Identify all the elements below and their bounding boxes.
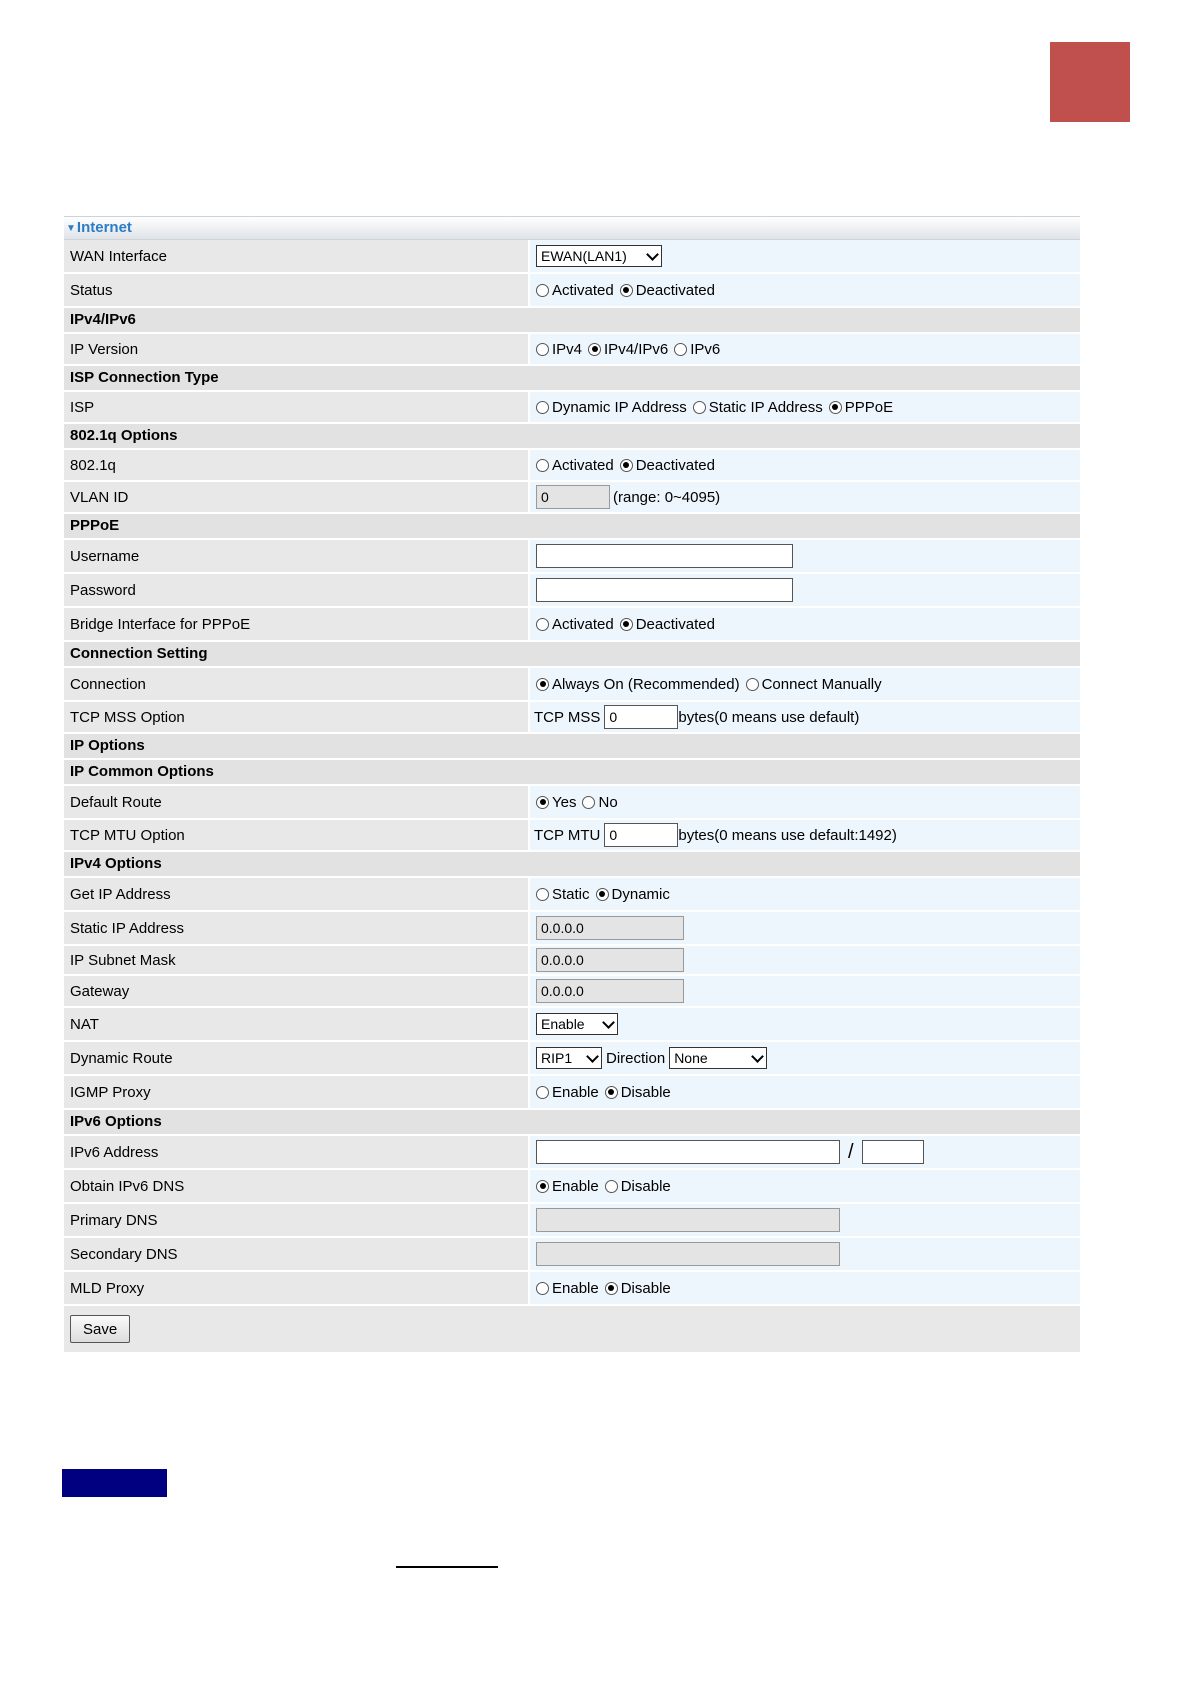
option-label: Activated <box>552 615 614 633</box>
mld-enable-option[interactable] <box>536 1280 599 1297</box>
dynamic-ip-option[interactable] <box>536 399 687 416</box>
status-activated-option[interactable] <box>536 282 614 299</box>
internet-panel <box>64 216 1080 1352</box>
tcp-mtu-label: TCP MTU Option <box>64 820 528 850</box>
option-label: Enable <box>552 1279 599 1297</box>
status-deactivated-option[interactable] <box>620 282 715 299</box>
radio-icon[interactable] <box>693 401 706 414</box>
option-label: IPv4 <box>552 340 583 358</box>
radio-selected-icon[interactable] <box>620 459 633 472</box>
radio-selected-icon[interactable] <box>536 678 549 691</box>
row-username <box>64 540 1080 574</box>
radio-icon[interactable] <box>536 459 549 472</box>
row-8021q <box>64 450 1080 482</box>
row-subnet-mask <box>64 946 1080 976</box>
tcp-mtu-prefix: TCP MTU <box>534 826 601 844</box>
option-label: Disable <box>620 1177 671 1195</box>
row-gateway <box>64 976 1080 1008</box>
option-label: Deactivated <box>635 615 715 633</box>
section-ip-common-options: IP Common Options <box>64 760 1080 786</box>
static-ip-label: Static IP Address <box>64 912 528 944</box>
row-tcp-mss <box>64 702 1080 734</box>
option-label: Enable <box>552 1083 599 1101</box>
row-primary-dns <box>64 1204 1080 1238</box>
row-mld-proxy <box>64 1272 1080 1306</box>
radio-selected-icon[interactable] <box>605 1282 618 1295</box>
radio-icon[interactable] <box>674 343 687 356</box>
radio-icon[interactable] <box>536 1282 549 1295</box>
secondary-dns-input[interactable] <box>536 1242 840 1266</box>
section-ipv6-options: IPv6 Options <box>64 1110 1080 1136</box>
section-ipv4-ipv6: IPv4/IPv6 <box>64 308 1080 334</box>
radio-selected-icon[interactable] <box>536 1180 549 1193</box>
bridge-deactivated-option[interactable] <box>620 616 715 633</box>
row-connection <box>64 668 1080 702</box>
direction-select[interactable] <box>669 1047 767 1069</box>
row-get-ip-address <box>64 878 1080 912</box>
ipv6-dns-enable-option[interactable] <box>536 1178 599 1195</box>
navy-heading-bar <box>62 1469 167 1497</box>
option-label: IPv6 <box>690 340 721 358</box>
row-dynamic-route <box>64 1042 1080 1076</box>
radio-selected-icon[interactable] <box>620 618 633 631</box>
nat-label: NAT <box>64 1008 528 1040</box>
primary-dns-label: Primary DNS <box>64 1204 528 1236</box>
collapse-triangle-icon[interactable]: ▼ <box>66 223 76 234</box>
dynamic-route-value: RIP1 <box>541 1050 573 1066</box>
vlan-id-input[interactable]: 0 <box>536 485 610 509</box>
ipv6-prefix-separator: / <box>848 1140 854 1163</box>
radio-icon[interactable] <box>536 888 549 901</box>
section-8021q-options: 802.1q Options <box>64 424 1080 450</box>
radio-selected-icon[interactable] <box>596 888 609 901</box>
option-label: Always On (Recommended) <box>552 675 740 693</box>
dynamic-route-select[interactable] <box>536 1047 602 1069</box>
bridge-interface-label: Bridge Interface for PPPoE <box>64 608 528 640</box>
static-ip-input[interactable]: 0.0.0.0 <box>536 916 684 940</box>
pppoe-option[interactable] <box>829 399 893 416</box>
dynamic-route-label: Dynamic Route <box>64 1042 528 1074</box>
subnet-mask-label: IP Subnet Mask <box>64 946 528 974</box>
nat-value: Enable <box>541 1016 585 1032</box>
row-nat <box>64 1008 1080 1042</box>
get-ip-static-option[interactable] <box>536 886 590 903</box>
row-bridge-interface <box>64 608 1080 642</box>
connect-manually-option[interactable] <box>746 676 882 693</box>
row-tcp-mtu <box>64 820 1080 852</box>
radio-icon[interactable] <box>536 343 549 356</box>
isp-label: ISP <box>64 392 528 422</box>
gateway-label: Gateway <box>64 976 528 1006</box>
section-ipv4-options: IPv4 Options <box>64 852 1080 878</box>
save-row <box>64 1306 1080 1352</box>
dot1q-activated-option[interactable] <box>536 457 614 474</box>
row-igmp-proxy <box>64 1076 1080 1110</box>
radio-icon[interactable] <box>536 401 549 414</box>
option-label: Activated <box>552 456 614 474</box>
row-password <box>64 574 1080 608</box>
section-ip-options: IP Options <box>64 734 1080 760</box>
option-label: Dynamic <box>611 885 670 903</box>
option-label: IPv4/IPv6 <box>604 340 669 358</box>
radio-icon[interactable] <box>746 678 759 691</box>
get-ip-label: Get IP Address <box>64 878 528 910</box>
mld-proxy-label: MLD Proxy <box>64 1272 528 1304</box>
vlan-id-hint: (range: 0~4095) <box>613 488 721 506</box>
radio-icon[interactable] <box>536 284 549 297</box>
option-label: Deactivated <box>635 281 715 299</box>
ipv6-dns-disable-option[interactable] <box>605 1178 671 1195</box>
dot1q-label: 802.1q <box>64 450 528 480</box>
option-label: Dynamic IP Address <box>552 398 687 416</box>
igmp-disable-option[interactable] <box>605 1084 671 1101</box>
tcp-mss-label: TCP MSS Option <box>64 702 528 732</box>
chevron-down-icon <box>602 1016 615 1029</box>
subnet-mask-input[interactable]: 0.0.0.0 <box>536 948 684 972</box>
always-on-option[interactable] <box>536 676 740 693</box>
mld-disable-option[interactable] <box>605 1280 671 1297</box>
gateway-input[interactable]: 0.0.0.0 <box>536 979 684 1003</box>
radio-selected-icon[interactable] <box>829 401 842 414</box>
ipv6-address-label: IPv6 Address <box>64 1136 528 1168</box>
primary-dns-input[interactable] <box>536 1208 840 1232</box>
vlan-id-label: VLAN ID <box>64 482 528 512</box>
password-input[interactable] <box>536 578 793 602</box>
username-label: Username <box>64 540 528 572</box>
row-obtain-ipv6-dns <box>64 1170 1080 1204</box>
radio-selected-icon[interactable] <box>605 1086 618 1099</box>
radio-selected-icon[interactable] <box>588 343 601 356</box>
nat-select[interactable] <box>536 1013 618 1035</box>
igmp-proxy-label: IGMP Proxy <box>64 1076 528 1108</box>
ipv6-prefix-length-input[interactable] <box>862 1140 924 1164</box>
direction-value: None <box>674 1050 708 1066</box>
igmp-enable-option[interactable] <box>536 1084 599 1101</box>
tcp-mss-input[interactable]: 0 <box>604 705 678 729</box>
option-label: Enable <box>552 1177 599 1195</box>
ipv4-option[interactable] <box>536 341 582 358</box>
option-label: Disable <box>620 1083 671 1101</box>
ipv6-option[interactable] <box>674 341 720 358</box>
password-label: Password <box>64 574 528 606</box>
row-status <box>64 274 1080 308</box>
option-label: Deactivated <box>635 456 715 474</box>
ip-version-label: IP Version <box>64 334 528 364</box>
radio-icon[interactable] <box>536 618 549 631</box>
ipv6-address-input[interactable] <box>536 1140 840 1164</box>
corner-red-block <box>1050 42 1130 122</box>
username-input[interactable] <box>536 544 793 568</box>
row-ip-version <box>64 334 1080 366</box>
radio-selected-icon[interactable] <box>536 796 549 809</box>
tcp-mtu-hint: bytes(0 means use default:1492) <box>678 826 897 844</box>
row-isp <box>64 392 1080 424</box>
row-ipv6-address <box>64 1136 1080 1170</box>
chevron-down-icon <box>586 1050 599 1063</box>
chevron-down-icon <box>646 248 659 261</box>
option-label: Activated <box>552 281 614 299</box>
section-connection-setting: Connection Setting <box>64 642 1080 668</box>
dot1q-deactivated-option[interactable] <box>620 457 715 474</box>
secondary-dns-label: Secondary DNS <box>64 1238 528 1270</box>
option-label: No <box>598 793 618 811</box>
tcp-mtu-input[interactable]: 0 <box>604 823 678 847</box>
row-default-route <box>64 786 1080 820</box>
row-static-ip <box>64 912 1080 946</box>
panel-title: Internet <box>76 219 132 236</box>
radio-icon[interactable] <box>605 1180 618 1193</box>
section-isp-connection-type: ISP Connection Type <box>64 366 1080 392</box>
wan-interface-label: WAN Interface <box>64 240 528 272</box>
default-route-label: Default Route <box>64 786 528 818</box>
save-button[interactable]: Save <box>70 1315 130 1343</box>
obtain-ipv6-dns-label: Obtain IPv6 DNS <box>64 1170 528 1202</box>
radio-icon[interactable] <box>536 1086 549 1099</box>
default-route-no-option[interactable] <box>582 794 617 811</box>
status-label: Status <box>64 274 528 306</box>
option-label: Connect Manually <box>761 675 882 693</box>
radio-icon[interactable] <box>582 796 595 809</box>
tcp-mss-hint: bytes(0 means use default) <box>678 708 860 726</box>
direction-label: Direction <box>606 1049 666 1067</box>
option-label: Disable <box>620 1279 671 1297</box>
panel-header[interactable] <box>64 216 1080 240</box>
wan-interface-value: EWAN(LAN1) <box>541 248 627 264</box>
static-ip-option[interactable] <box>693 399 823 416</box>
get-ip-dynamic-option[interactable] <box>596 886 670 903</box>
chevron-down-icon <box>751 1050 764 1063</box>
option-label: Static <box>552 885 590 903</box>
wan-interface-select[interactable] <box>536 245 662 267</box>
row-secondary-dns <box>64 1238 1080 1272</box>
option-label: Static IP Address <box>708 398 823 416</box>
option-label: Yes <box>552 793 577 811</box>
default-route-yes-option[interactable] <box>536 794 576 811</box>
row-vlan-id <box>64 482 1080 514</box>
ipv4-ipv6-option[interactable] <box>588 341 668 358</box>
radio-selected-icon[interactable] <box>620 284 633 297</box>
row-wan-interface <box>64 240 1080 274</box>
section-pppoe: PPPoE <box>64 514 1080 540</box>
connection-label: Connection <box>64 668 528 700</box>
tcp-mss-prefix: TCP MSS <box>534 708 601 726</box>
bridge-activated-option[interactable] <box>536 616 614 633</box>
option-label: PPPoE <box>844 398 894 416</box>
underline-rule <box>396 1566 498 1568</box>
